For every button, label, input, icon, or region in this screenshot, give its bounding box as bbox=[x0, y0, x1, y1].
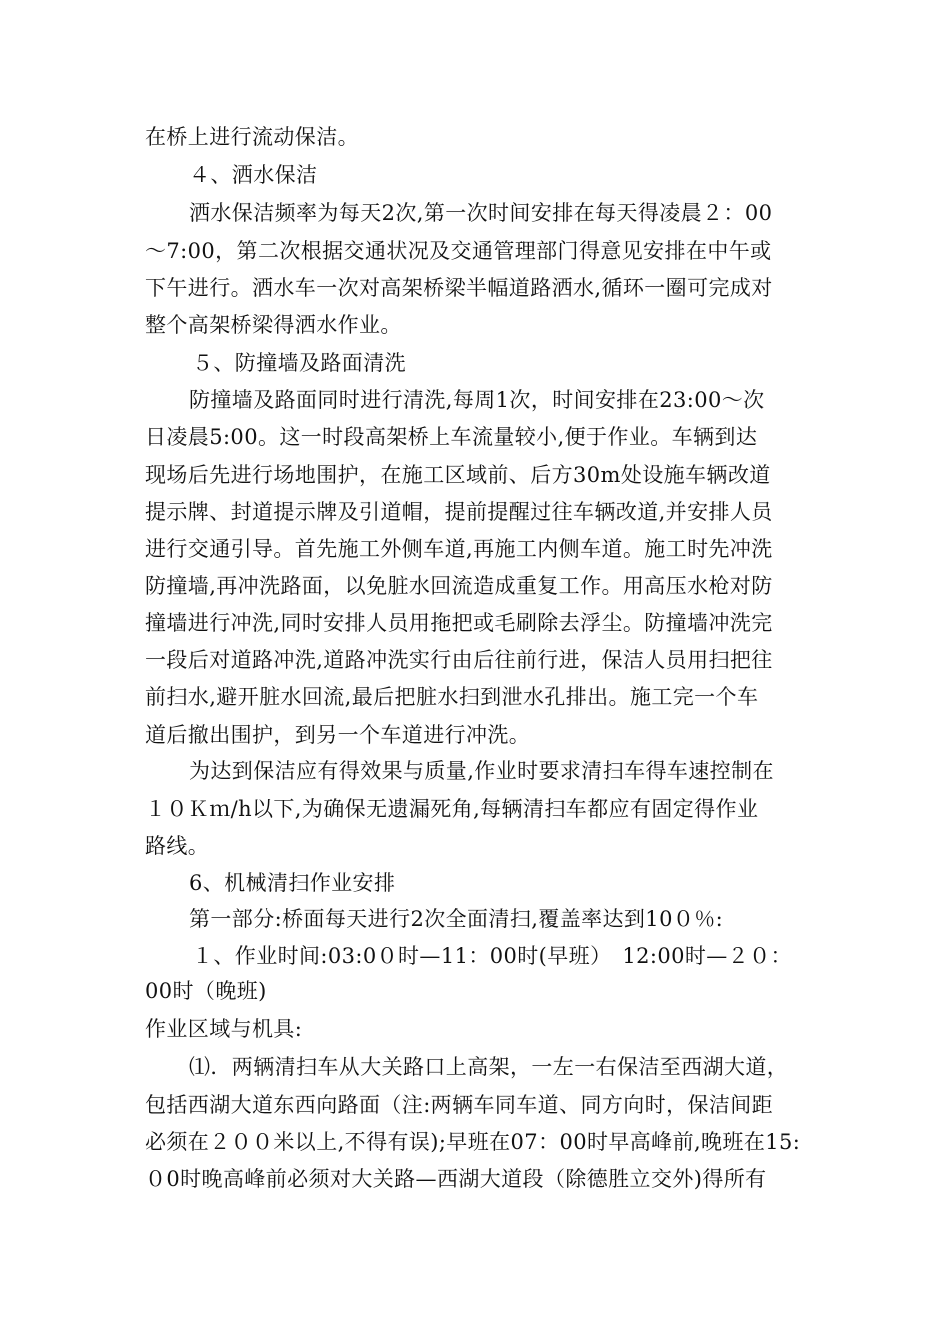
text-line: 前扫水,避开脏水回流,最后把脏水扫到泄水孔排出。施工完一个车 bbox=[145, 685, 759, 709]
text-line: 道后撤出围护，到另一个车道进行冲洗。 bbox=[145, 723, 531, 747]
text-line: 一段后对道路冲洗,道路冲洗实行由后往前行进，保洁人员用扫把往 bbox=[145, 648, 773, 672]
text-line: 下午进行。洒水车一次对高架桥梁半幅道路洒水,循环一圈可完成对 bbox=[145, 276, 773, 300]
section-heading-5: ５、防撞墙及路面清洗 bbox=[192, 351, 406, 375]
text-line: ⑴．两辆清扫车从大关路口上高架，一左一右保洁至西湖大道， bbox=[189, 1055, 789, 1079]
text-line: 撞墙进行冲洗,同时安排人员用拖把或毛刷除去浮尘。防撞墙冲洗完 bbox=[145, 611, 773, 635]
text-line: 洒水保洁频率为每天2次,第一次时间安排在每天得凌晨２：00 bbox=[189, 201, 773, 225]
text-line: 防撞墙及路面同时进行清洗,每周1次，时间安排在23:00～次 bbox=[189, 388, 765, 412]
text-line: 进行交通引导。首先施工外侧车道,再施工内侧车道。施工时先冲洗 bbox=[145, 537, 773, 561]
text-line: 为达到保洁应有得效果与质量,作业时要求清扫车得车速控制在 bbox=[189, 759, 774, 783]
text-line: 00时（晚班) bbox=[145, 979, 267, 1003]
text-line: 防撞墙,再冲洗路面，以免脏水回流造成重复工作。用高压水枪对防 bbox=[145, 574, 773, 598]
section-heading-6: 6、机械清扫作业安排 bbox=[189, 871, 396, 895]
text-line: 第一部分:桥面每天进行2次全面清扫,覆盖率达到10０％: bbox=[189, 907, 724, 931]
text-line: 整个高架桥梁得洒水作业。 bbox=[145, 313, 402, 337]
text-line: 路线。 bbox=[145, 834, 210, 858]
text-line: １、作业时间:03:0０时—11：00时(早班） 12:00时—２０： bbox=[192, 944, 792, 968]
text-line: 必须在２００米以上,不得有误);早班在07：00时早高峰前,晚班在15: bbox=[145, 1130, 801, 1154]
text-line: 提示牌、封道提示牌及引道帽，提前提醒过往车辆改道,并安排人员 bbox=[145, 500, 773, 524]
text-line: 作业区域与机具: bbox=[145, 1017, 303, 1041]
text-line: 日凌晨5:00。这一时段高架桥上车流量较小,便于作业。车辆到达 bbox=[145, 425, 758, 449]
text-line: ０0时晚高峰前必须对大关路—西湖大道段（除德胜立交外)得所有 bbox=[145, 1167, 767, 1191]
text-line: 在桥上进行流动保洁。 bbox=[145, 125, 359, 149]
text-line: 包括西湖大道东西向路面（注:两辆车同车道、同方向时，保洁间距 bbox=[145, 1093, 774, 1117]
section-heading-4: ４、洒水保洁 bbox=[189, 163, 318, 187]
text-line: ～7:00，第二次根据交通状况及交通管理部门得意见安排在中午或 bbox=[145, 239, 772, 263]
text-line: １０Ｋｍ/h以下,为确保无遗漏死角,每辆清扫车都应有固定得作业 bbox=[145, 797, 759, 821]
text-line: 现场后先进行场地围护，在施工区域前、后方30m处设施车辆改道 bbox=[145, 463, 771, 487]
